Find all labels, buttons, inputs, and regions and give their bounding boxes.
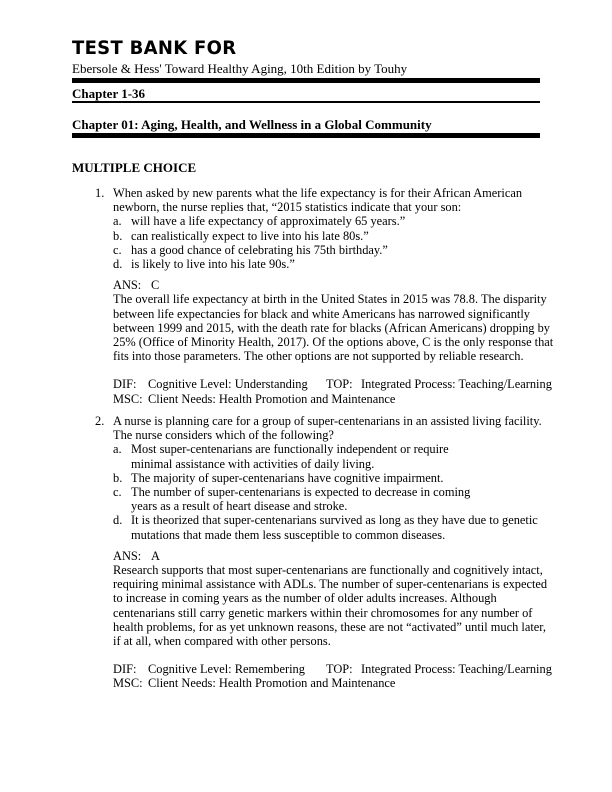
chapter-range: Chapter 1-36 [72, 86, 146, 101]
option-letter: c. [113, 242, 122, 257]
options-list-continued [95, 513, 543, 541]
dif-label: DIF: [113, 662, 137, 677]
question-number: 2. [95, 414, 105, 428]
top-value: Integrated Process: Teaching/Learning [361, 662, 552, 677]
book-title-line: Ebersole & Hess' Toward Healthy Aging, 10th Edition by Touhy [72, 61, 408, 76]
option-d [113, 513, 543, 541]
option-letter: d. [113, 513, 123, 528]
chapter-title: Chapter 01: Aging, Health, and Wellness in a Global Community [72, 117, 432, 132]
msc-label: MSC: [113, 676, 143, 691]
question-1 [95, 186, 555, 406]
option-letter: b. [113, 228, 123, 243]
option-letter: d. [113, 257, 123, 272]
msc-value: Client Needs: Health Promotion and Maintenance [148, 676, 396, 691]
meta-row-msc [113, 392, 555, 406]
option-text: will have a life expectancy of approximately 65 years.” [131, 214, 406, 229]
option-a [113, 442, 473, 470]
option-letter: a. [113, 442, 122, 457]
option-text: has a good chance of celebrating his 75th birthday.” [131, 242, 388, 257]
answer-label: ANS: [113, 278, 142, 293]
question-stem [95, 186, 555, 214]
rationale-text: Research supports that most super-centenarians are functionally and cognitively intact, requiring minimal assistance with ADLs. The number of super-centenarians is expected to increase in coming years as the number of older adults increases. Although centenarians still carry genetic markers within their chromosomes for any number of health problems, for as yet unknown reasons, these are not “activated” until much later, if at all, when compared with other persons. [113, 563, 548, 649]
bank-title: TEST BANK FOR [72, 36, 237, 59]
dif-value: Cognitive Level: Understanding [148, 377, 308, 392]
rationale-text: The overall life expectancy at birth in the United States in 2015 was 78.8. The disparity between life expectancies for black and white Americans has narrowed significantly between 1999 and 2015, with the death rate for blacks (African Americans) dropping by 25% (Office of Minority Health, 2017). Of the options above, C is the only response that fits into those parameters. The other options are not supported by reliable research. [113, 292, 554, 364]
option-text: The number of super-centenarians is expected to decrease in coming years as a result of heart disease and stroke. [131, 485, 471, 514]
option-d [113, 257, 555, 271]
meta-row-dif-top [113, 662, 555, 676]
option-c [113, 243, 555, 257]
option-letter: a. [113, 214, 122, 229]
option-letter: b. [113, 470, 123, 485]
answer-line [113, 278, 555, 292]
option-b [113, 229, 555, 243]
answer-block [95, 278, 555, 363]
option-text: It is theorized that super-centenarians survived as long as they have due to genetic mutations that made them less susceptible to common diseases. [131, 513, 538, 542]
question-metadata [95, 377, 555, 405]
top-label: TOP: [326, 377, 353, 392]
answer-label: ANS: [113, 548, 142, 563]
option-letter: c. [113, 485, 122, 500]
top-label: TOP: [326, 662, 353, 677]
header-rule-thin [72, 101, 540, 103]
options-list [95, 442, 473, 513]
option-b [113, 471, 473, 485]
msc-value: Client Needs: Health Promotion and Maintenance [148, 391, 396, 406]
option-text: The majority of super-centenarians have cognitive impairment. [131, 470, 444, 485]
question-metadata [95, 662, 555, 690]
options-list [95, 214, 555, 271]
option-a [113, 214, 555, 228]
dif-value: Cognitive Level: Remembering [148, 662, 305, 677]
header-rule-thick [72, 78, 540, 83]
question-text: When asked by new parents what the life expectancy is for their African American newborn, the nurse replies that, “2015 statistics indicate that your son: [113, 186, 523, 215]
chapter-rule-thick [72, 133, 540, 138]
meta-row-msc [113, 676, 555, 690]
option-text: Most super-centenarians are functionally independent or require minimal assistance with activities of daily living. [131, 442, 449, 471]
question-stem [95, 414, 555, 442]
option-text: can realistically expect to live into his late 80s.” [131, 228, 369, 243]
answer-value: C [151, 278, 160, 293]
option-text: is likely to live into his late 90s.” [131, 257, 295, 272]
dif-label: DIF: [113, 377, 137, 392]
option-c [113, 485, 473, 513]
answer-value: A [151, 548, 160, 563]
answer-line [113, 549, 555, 563]
top-value: Integrated Process: Teaching/Learning [361, 377, 552, 392]
answer-block [95, 549, 555, 648]
question-text: A nurse is planning care for a group of super-centenarians in an assisted living facility. The nurse considers which of the following? [113, 414, 542, 443]
msc-label: MSC: [113, 391, 143, 406]
question-number: 1. [95, 186, 105, 200]
question-2 [95, 414, 555, 691]
section-heading: MULTIPLE CHOICE [72, 160, 197, 175]
meta-row-dif-top [113, 377, 555, 391]
